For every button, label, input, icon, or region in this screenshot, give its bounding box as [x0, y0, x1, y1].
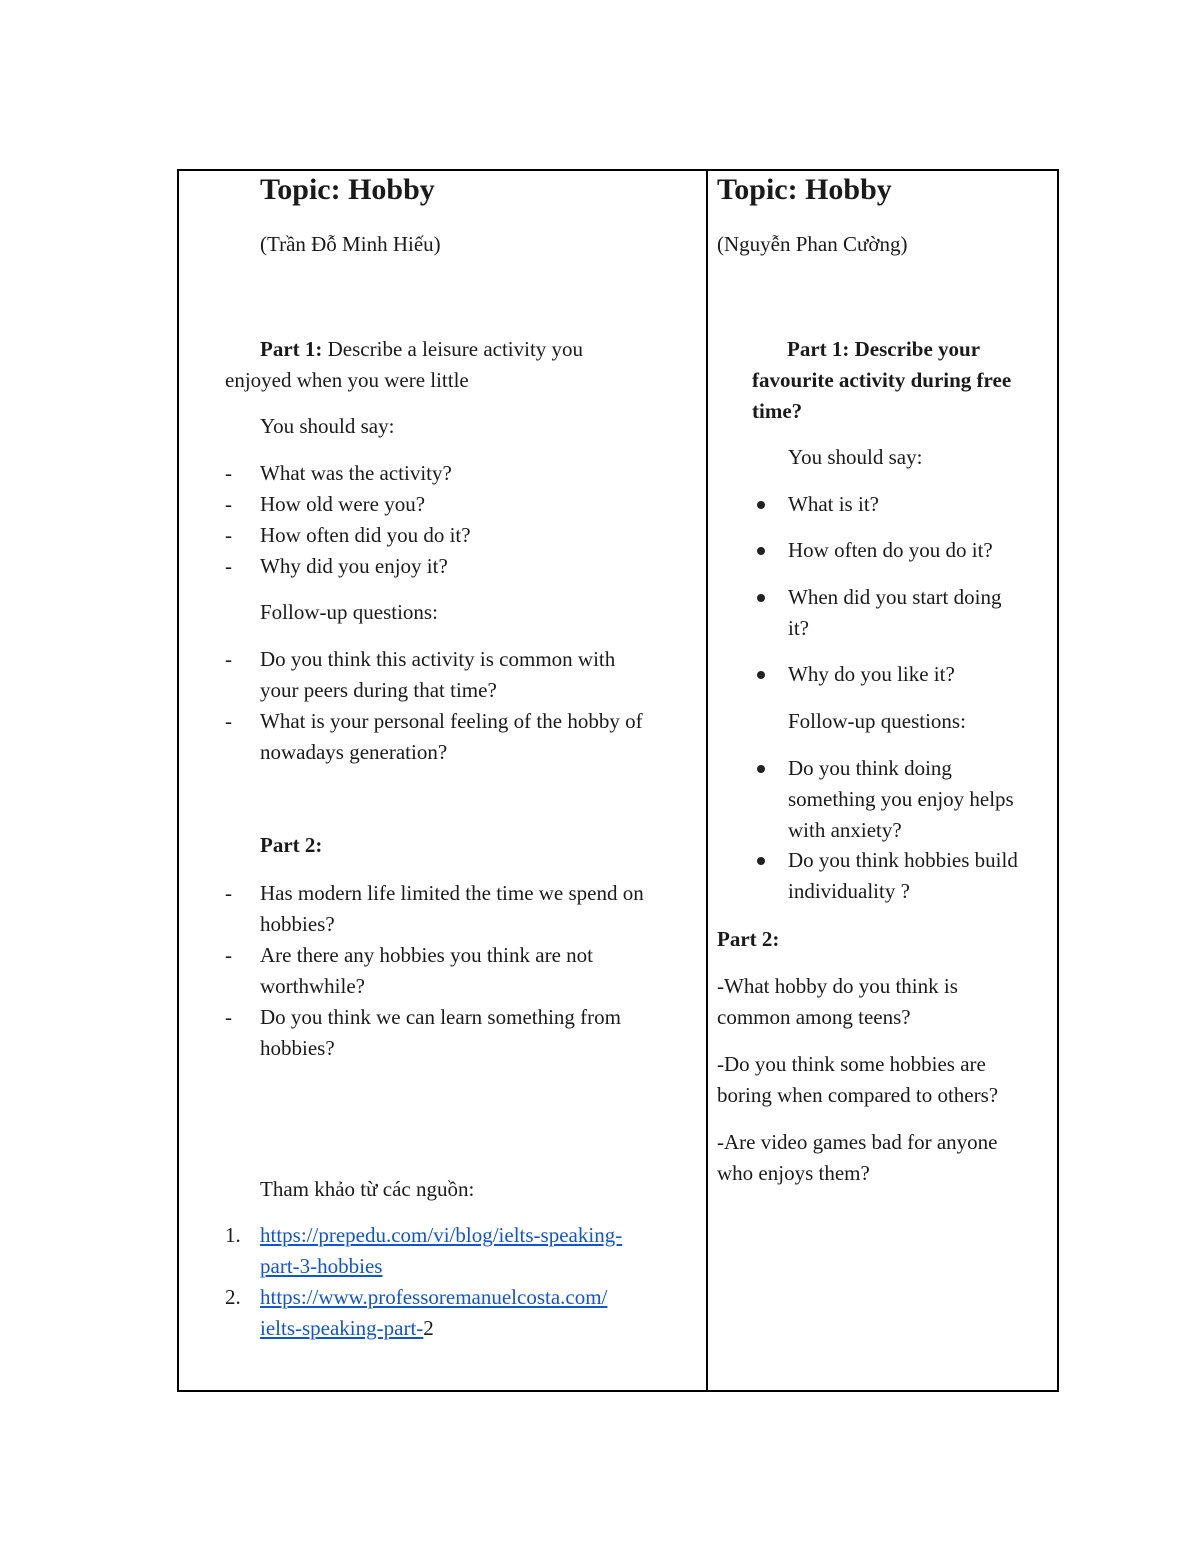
- bullet-dot: [757, 765, 765, 773]
- left-part1-prompt-line2: enjoyed when you were little: [225, 368, 469, 392]
- column-divider: [706, 171, 708, 1390]
- dash-marker: -: [225, 554, 232, 578]
- source-number: 1.: [225, 1223, 241, 1247]
- right-followup-line: individuality ?: [788, 879, 910, 903]
- right-part1-line: Part 1: Describe your: [787, 337, 981, 361]
- right-followup-line: with anxiety?: [788, 818, 902, 842]
- right-followup-line: something you enjoy helps: [788, 787, 1014, 811]
- left-question: Why did you enjoy it?: [260, 554, 448, 578]
- right-followup: [788, 753, 1014, 846]
- dash-marker: -: [225, 881, 232, 905]
- right-part2-line: -Are video games bad for anyone: [717, 1130, 998, 1154]
- right-followup: [788, 845, 1018, 907]
- right-part2-question: [717, 971, 958, 1033]
- left-followup-line: Do you think this activity is common with: [260, 647, 616, 671]
- left-part2-line: hobbies?: [260, 1036, 335, 1060]
- right-should-say: You should say:: [788, 445, 923, 469]
- left-part1-label: Part 1:: [260, 337, 323, 361]
- right-followup-label: Follow-up questions:: [788, 709, 966, 733]
- left-part2-line: worthwhile?: [260, 974, 365, 998]
- right-part1-line: favourite activity during free: [752, 368, 1012, 392]
- left-part1-prompt: [260, 334, 583, 365]
- left-author: (Trần Đỗ Minh Hiếu): [260, 232, 441, 256]
- right-part2-question: [717, 1049, 998, 1111]
- left-followup-line: your peers during that time?: [260, 678, 497, 702]
- left-part2-question: [260, 1002, 621, 1064]
- source-link-tail: 2: [423, 1316, 434, 1340]
- source-number: 2.: [225, 1285, 241, 1309]
- bullet-dot: [757, 547, 765, 555]
- right-bullet-line: When did you start doing: [788, 585, 1002, 609]
- dash-marker: -: [225, 709, 232, 733]
- bullet-dot: [757, 594, 765, 602]
- right-part2-line: who enjoys them?: [717, 1161, 870, 1185]
- left-followup-label: Follow-up questions:: [260, 600, 438, 624]
- left-part2-question: [260, 878, 644, 940]
- bullet-dot: [757, 857, 765, 865]
- bullet-dot: [757, 501, 765, 509]
- source-link-line[interactable]: ielts-speaking-part-: [260, 1316, 424, 1340]
- left-question: What was the activity?: [260, 461, 452, 485]
- left-question: How old were you?: [260, 492, 426, 516]
- right-bullet: What is it?: [788, 492, 879, 516]
- right-bullet: [788, 582, 1001, 644]
- left-followup-line: What is your personal feeling of the hobby of: [260, 709, 643, 733]
- source-link-1[interactable]: [260, 1220, 622, 1282]
- left-part2-line: Are there any hobbies you think are not: [260, 943, 593, 967]
- left-part1-prompt-line1: Describe a leisure activity you: [322, 337, 584, 361]
- comparison-table: [177, 169, 1059, 1392]
- left-part2-line: Has modern life limited the time we spend on: [260, 881, 644, 905]
- left-part2-label: Part 2:: [260, 833, 323, 857]
- dash-marker: -: [225, 1005, 232, 1029]
- left-followup-line: nowadays generation?: [260, 740, 448, 764]
- sources-label: Tham khảo từ các nguồn:: [260, 1177, 475, 1201]
- left-part2-line: Do you think we can learn something from: [260, 1005, 621, 1029]
- right-title: Topic: Hobby: [717, 173, 892, 206]
- source-link-line[interactable]: https://prepedu.com/vi/blog/ielts-speaking-: [260, 1223, 623, 1247]
- left-should-say: You should say:: [260, 414, 395, 438]
- right-part2-label: Part 2:: [717, 927, 780, 951]
- right-part2-line: -Do you think some hobbies are: [717, 1052, 986, 1076]
- bullet-dot: [757, 671, 765, 679]
- dash-marker: -: [225, 647, 232, 671]
- right-bullet: Why do you like it?: [788, 662, 955, 686]
- left-part2-line: hobbies?: [260, 912, 335, 936]
- right-bullet: How often do you do it?: [788, 538, 993, 562]
- right-part2-question: [717, 1127, 997, 1189]
- right-part2-line: boring when compared to others?: [717, 1083, 999, 1107]
- source-link-line[interactable]: https://www.professoremanuelcosta.com/: [260, 1285, 608, 1309]
- dash-marker: -: [225, 523, 232, 547]
- source-link-2[interactable]: [260, 1282, 607, 1344]
- left-followup: [260, 644, 615, 706]
- right-bullet-line: it?: [788, 616, 809, 640]
- left-title: Topic: Hobby: [260, 173, 435, 206]
- right-part1-line: time?: [752, 399, 803, 423]
- dash-marker: -: [225, 943, 232, 967]
- source-link-line[interactable]: part-3-hobbies: [260, 1254, 383, 1278]
- right-part2-line: -What hobby do you think is: [717, 974, 958, 998]
- left-question: How often did you do it?: [260, 523, 471, 547]
- dash-marker: -: [225, 492, 232, 516]
- right-author: (Nguyễn Phan Cường): [717, 232, 908, 256]
- dash-marker: -: [225, 461, 232, 485]
- left-followup: [260, 706, 643, 768]
- left-part2-question: [260, 940, 593, 1002]
- right-followup-line: Do you think hobbies build: [788, 848, 1018, 872]
- right-part2-line: common among teens?: [717, 1005, 911, 1029]
- right-followup-line: Do you think doing: [788, 756, 952, 780]
